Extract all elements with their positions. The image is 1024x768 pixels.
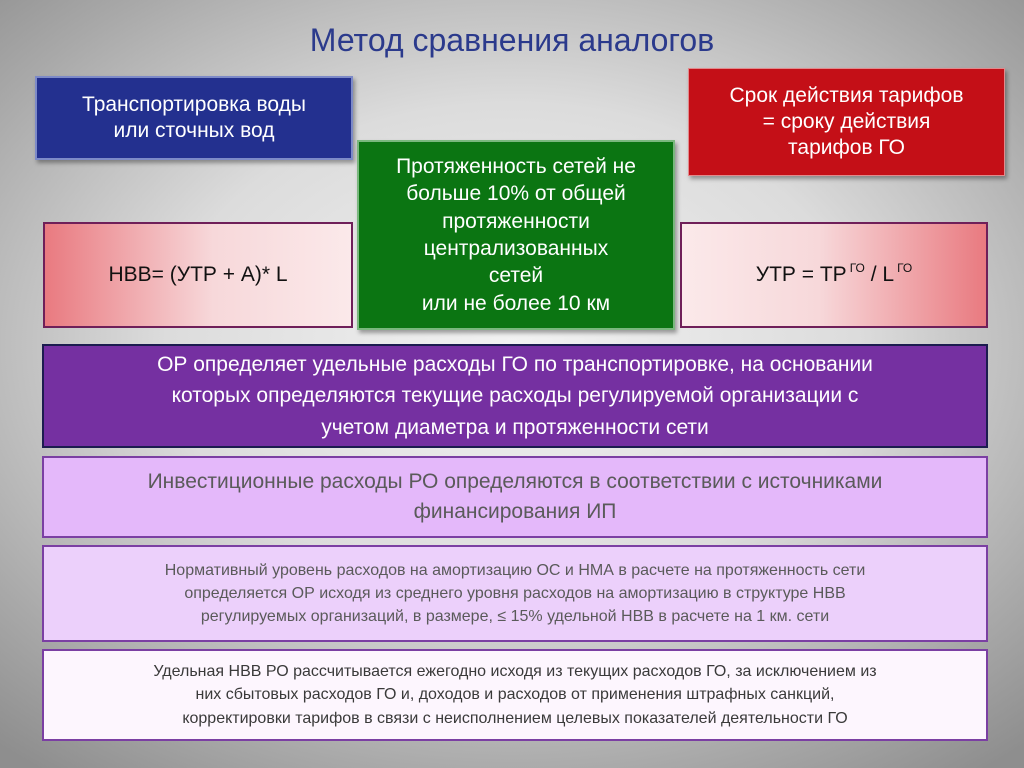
network-length-line: централизованных [423,237,609,260]
or-block [42,344,988,448]
utr-formula-main: УТР = ТР [755,262,847,286]
or-block-line: которых определяются текущие расходы регулируемой организации с [171,384,859,408]
utr-formula [756,262,912,288]
network-length-box [357,140,675,330]
udelnaya-block-line: корректировки тарифов в связи с неисполнением целевых показателей деятельности ГО [182,709,848,727]
transport-line: Транспортировка воды [82,92,306,116]
network-length-line: или не более 10 км [421,291,611,315]
invest-block-line: финансирования ИП [413,500,617,523]
nvv-formula-text: НВВ= (УТР + А)* L [108,262,288,286]
tariff-term-box [688,68,1005,176]
norm-block [42,545,988,642]
tariff-term-line: тарифов ГО [788,136,905,160]
norm-block-line: Нормативный уровень расходов на амортизацию ОС и НМА в расчете на протяженность сети [164,561,866,579]
network-length-line: Протяженность сетей не [396,155,636,179]
nvv-formula-box [43,222,353,328]
udelnaya-block [42,649,988,741]
tariff-term-line: Срок действия тарифов [729,83,964,107]
tariff-term-line: = сроку действия [762,109,931,133]
norm-block-line: определяется ОР исходя из среднего уровня расходов на амортизацию в структуре НВВ [184,584,846,602]
udelnaya-block-line: них сбытовых расходов ГО и, доходов и расходов от применения штрафных санкций, [195,686,835,704]
udelnaya-block-line: Удельная НВВ РО рассчитывается ежегодно исходя из текущих расходов ГО, за исключением из [153,663,877,681]
or-block-line: учетом диаметра и протяженности сети [321,415,709,439]
invest-block-line: Инвестиционные расходы РО определяются в соответствии с источниками [147,469,883,493]
utr-formula-sup-tr: ГО [849,260,865,275]
network-length-line: больше 10% от общей [406,182,626,206]
transport-box [35,76,353,160]
norm-block-line: регулируемых организаций, в размере, ≤ 15% удельной НВВ в расчете на 1 км. сети [200,608,830,626]
or-block-line: ОР определяет удельные расходы ГО по транспортировке, на основании [157,352,873,376]
network-length-line: сетей [488,264,544,288]
utr-formula-sup-l: ГО [897,260,913,275]
slide-title: Метод сравнения аналогов [309,22,715,58]
transport-line: или сточных вод [113,119,275,142]
utr-formula-box [680,222,988,328]
network-length-line: протяженности [442,209,590,233]
utr-formula-sep: / L [864,262,895,286]
invest-block [42,456,988,538]
